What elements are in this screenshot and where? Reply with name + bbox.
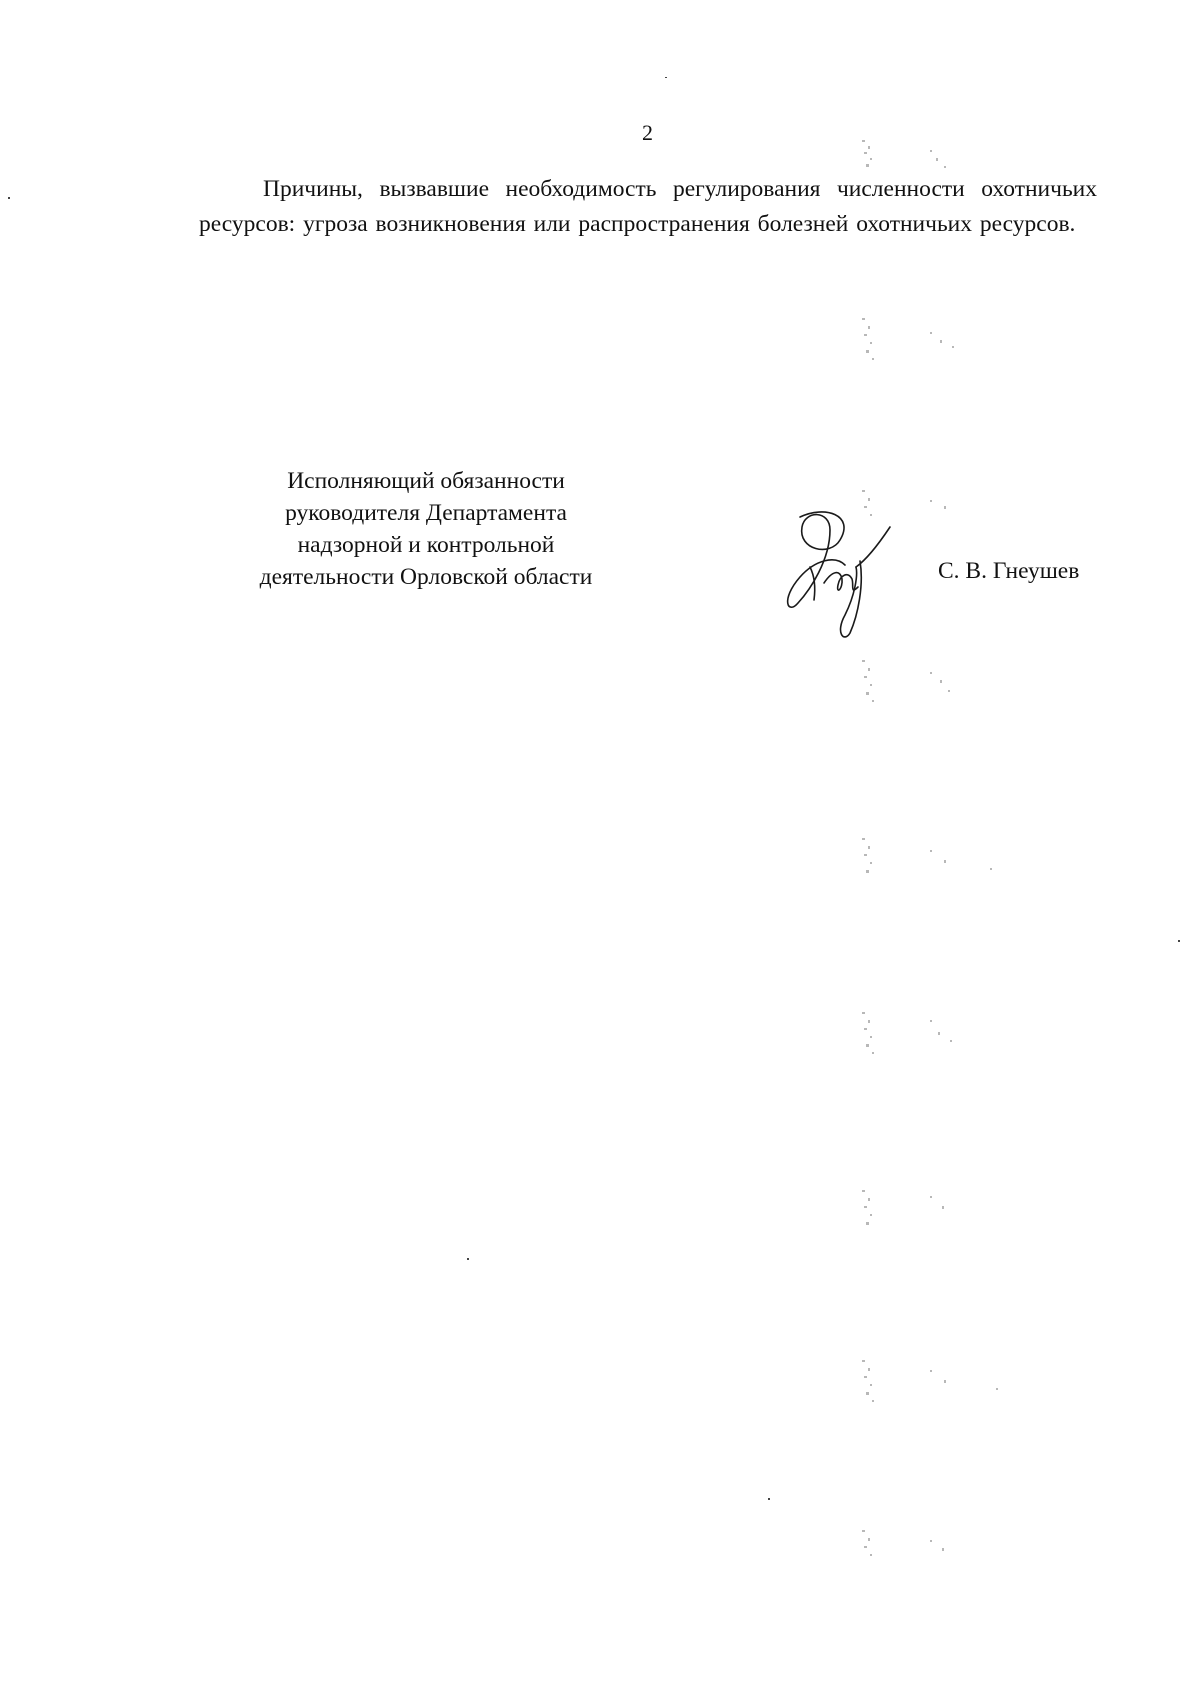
handwritten-signature (780, 505, 920, 640)
body-text (199, 172, 1097, 242)
signer-name: С. В. Гнеушев (938, 558, 1080, 584)
page-number: 2 (642, 120, 653, 145)
signer-position-line: руководителя Департамента (285, 500, 567, 526)
signer-position-line: Исполняющий обязанности (287, 468, 565, 494)
signer-position (226, 465, 626, 593)
signer-position-line: надзорной и контрольной (297, 532, 555, 558)
reasons-paragraph: Причины, вызвавшие необходимость регулирования численности охотничьих ресурсов: угроза возникновения или распространения болезней охотничьих ресурсов. (199, 176, 1097, 237)
signer-position-line: деятельности Орловской области (259, 564, 593, 590)
